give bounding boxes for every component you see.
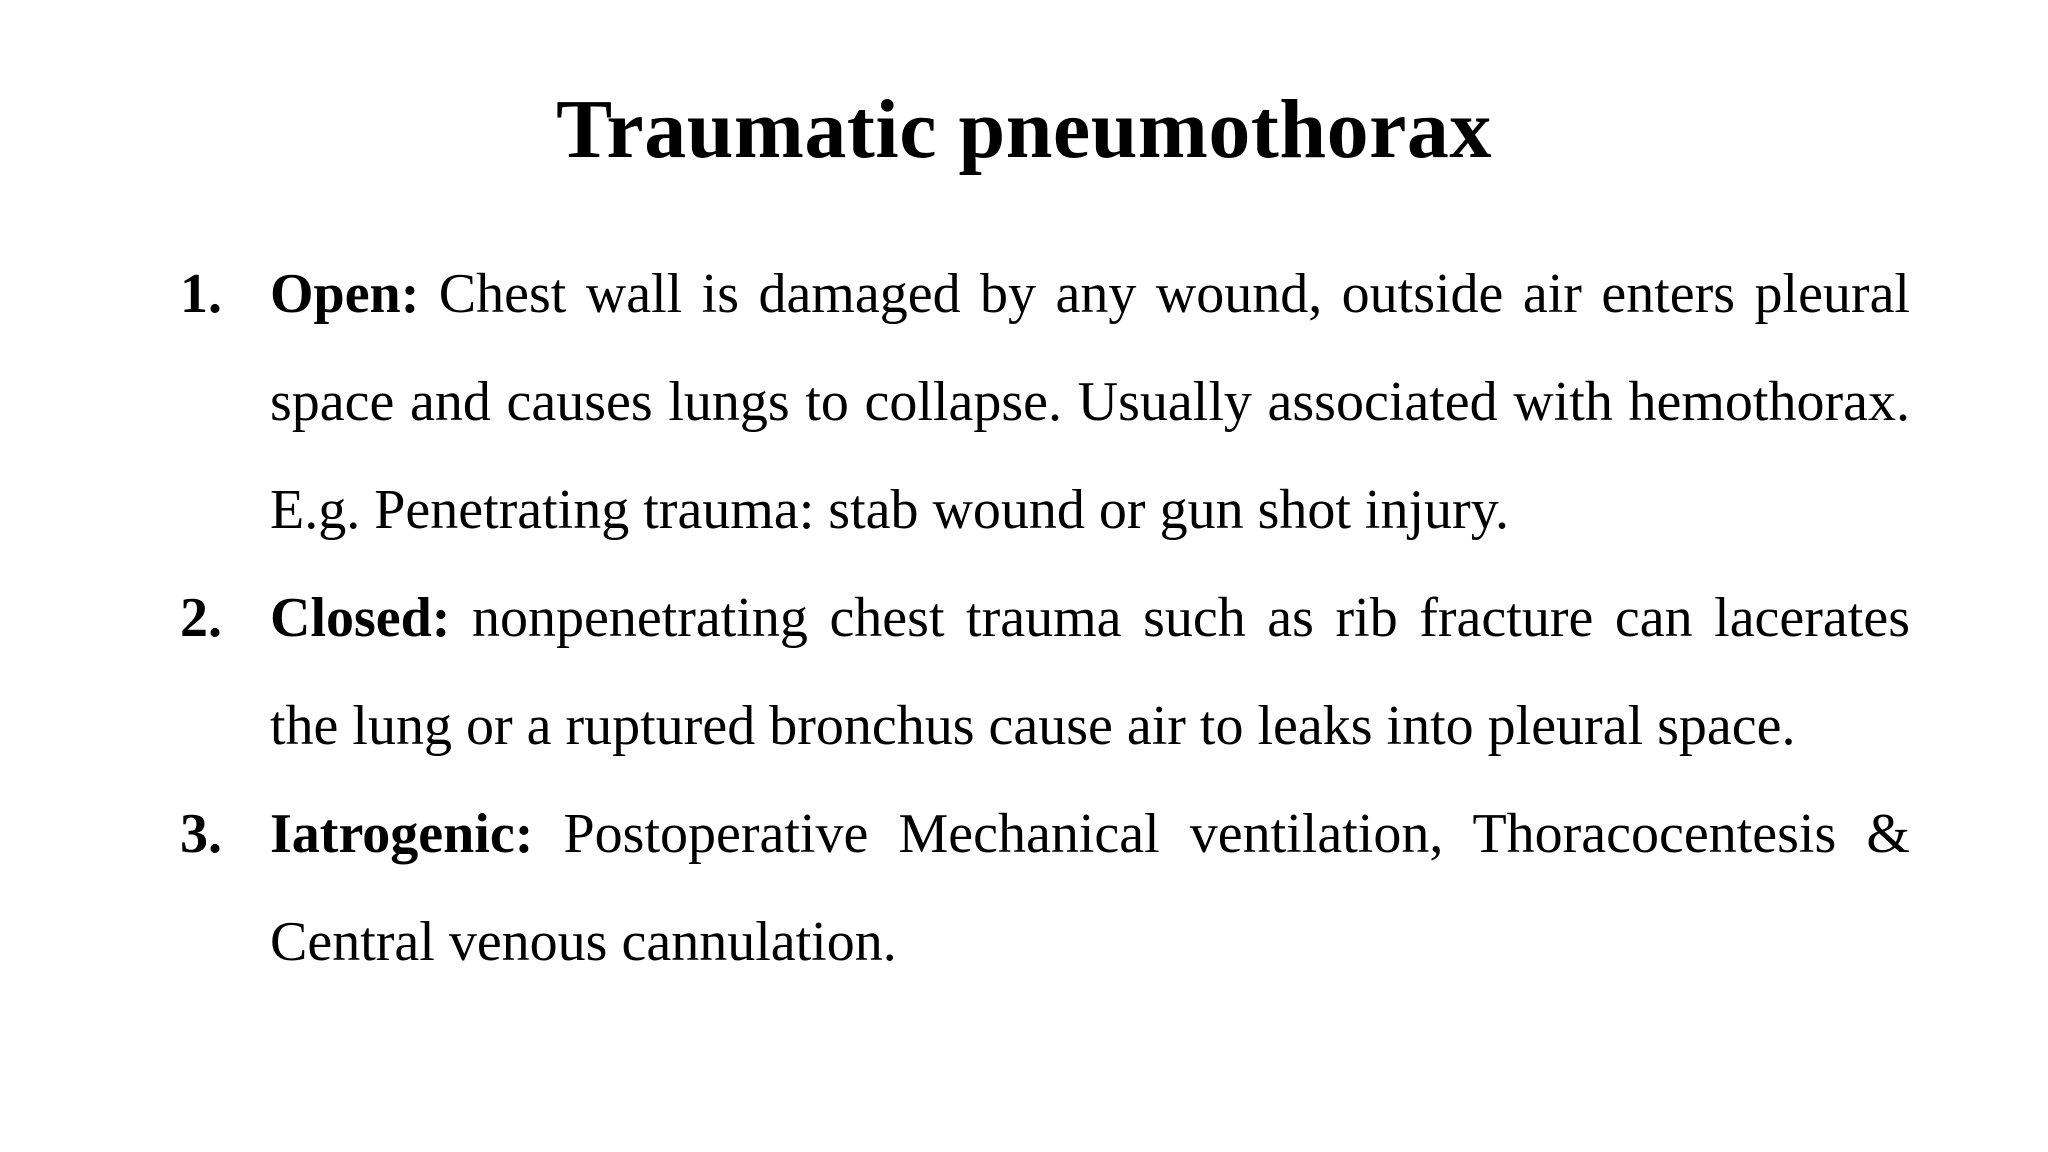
- item-term: Closed:: [270, 587, 472, 649]
- item-number: 2.: [180, 587, 222, 649]
- item-description: nonpenetrating chest trauma such as rib fracture can lacerates the lung or a ruptured bronchus cause air to leaks into pleural space.: [270, 587, 1910, 757]
- list-item-closed: [180, 564, 1910, 780]
- pneumothorax-type-list: [180, 240, 1910, 996]
- item-term: Iatrogenic:: [270, 803, 564, 865]
- item-description: Chest wall is damaged by any wound, outside air enters pleural space and causes lungs to collapse. Usually associated with hemothorax. E.g. Penetrating trauma: stab wound or gun shot injury.: [270, 263, 1910, 541]
- item-number: 1.: [180, 263, 222, 325]
- list-item-open: [180, 240, 1910, 564]
- item-term: Open:: [270, 263, 439, 325]
- item-number: 3.: [180, 803, 222, 865]
- slide-title: Traumatic pneumothorax: [556, 83, 1492, 176]
- list-item-iatrogenic: [180, 780, 1910, 996]
- item-description: Postoperative Mechanical ventilation, Thoracocentesis & Central venous cannulation.: [270, 803, 1910, 973]
